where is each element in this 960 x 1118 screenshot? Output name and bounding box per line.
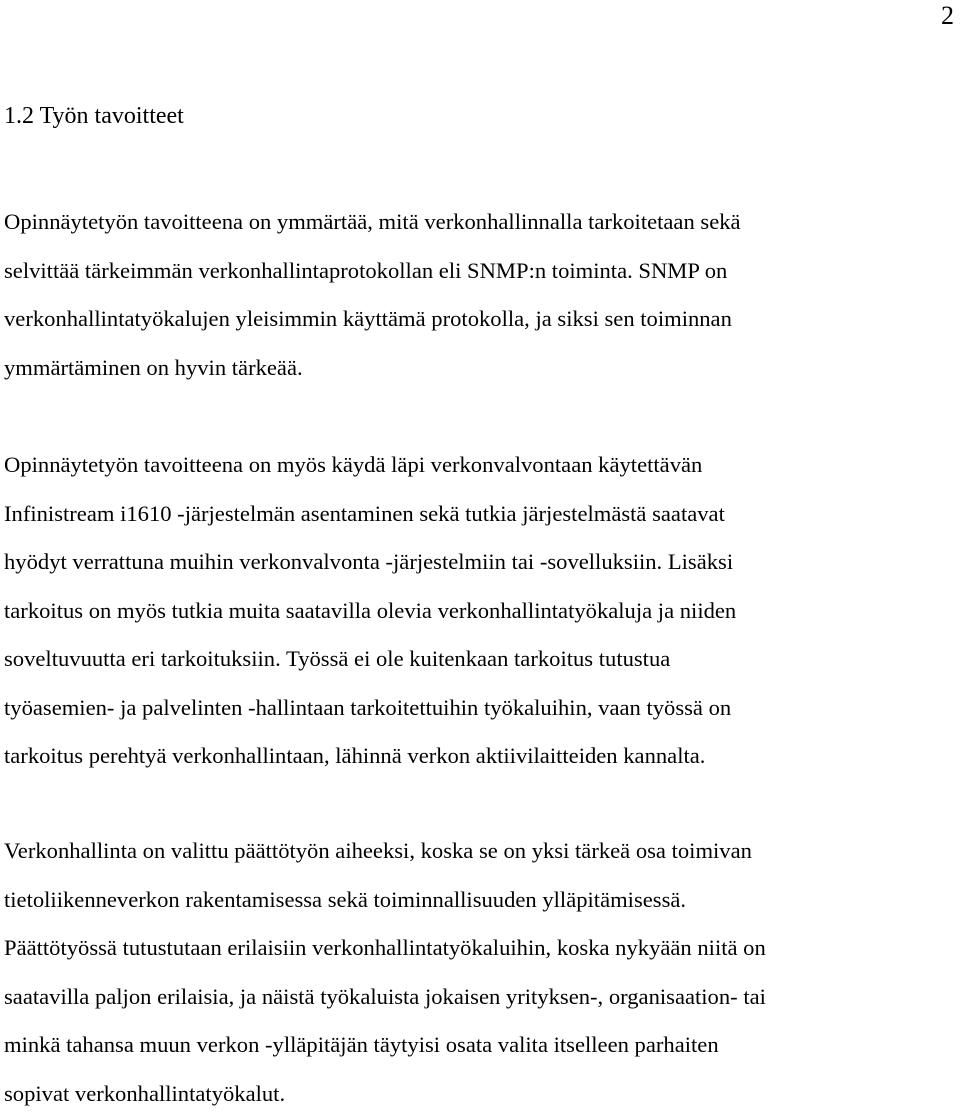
paragraph-line: sopivat verkonhallintatyökalut. [4,1070,954,1118]
paragraph-line: Opinnäytetyön tavoitteena on ymmärtää, mitä verkonhallinnalla tarkoitetaan sekä [4,198,954,247]
paragraph-line: selvittää tärkeimmän verkonhallintaprotokollan eli SNMP:n toiminta. SNMP on [4,247,954,296]
paragraph-line: ymmärtäminen on hyvin tärkeää. [4,344,954,393]
paragraph-line: minkä tahansa muun verkon -ylläpitäjän täytyisi osata valita itselleen parhaiten [4,1021,954,1070]
paragraph-goals-infinistream [4,441,954,781]
paragraph-line: Opinnäytetyön tavoitteena on myös käydä läpi verkonvalvontaan käytettävän [4,441,954,490]
paragraph-line: tietoliikenneverkon rakentamisessa sekä toiminnallisuuden ylläpitämisessä. [4,876,954,925]
paragraph-line: Päättötyössä tutustutaan erilaisiin verkonhallintatyökaluihin, koska nykyään niitä on [4,924,954,973]
section-heading: 1.2 Työn tavoitteet [4,100,184,132]
paragraph-line: tarkoitus perehtyä verkonhallintaan, lähinnä verkon aktiivilaitteiden kannalta. [4,732,954,781]
paragraph-line: tarkoitus on myös tutkia muita saatavilla olevia verkonhallintatyökaluja ja niiden [4,587,954,636]
paragraph-goals-snmp [4,198,954,392]
paragraph-line: verkonhallintatyökalujen yleisimmin käyttämä protokolla, ja siksi sen toiminnan [4,295,954,344]
paragraph-topic-motivation [4,827,954,1118]
page-number: 2 [941,0,954,32]
paragraph-line: Verkonhallinta on valittu päättötyön aiheeksi, koska se on yksi tärkeä osa toimivan [4,827,954,876]
paragraph-line: soveltuvuutta eri tarkoituksiin. Työssä ei ole kuitenkaan tarkoitus tutustua [4,635,954,684]
paragraph-line: saatavilla paljon erilaisia, ja näistä työkaluista jokaisen yrityksen-, organisaation- tai [4,973,954,1022]
paragraph-line: hyödyt verrattuna muihin verkonvalvonta -järjestelmiin tai -sovelluksiin. Lisäksi [4,538,954,587]
paragraph-line: työasemien- ja palvelinten -hallintaan tarkoitettuihin työkaluihin, vaan työssä on [4,684,954,733]
paragraph-line: Infinistream i1610 -järjestelmän asentaminen sekä tutkia järjestelmästä saatavat [4,490,954,539]
